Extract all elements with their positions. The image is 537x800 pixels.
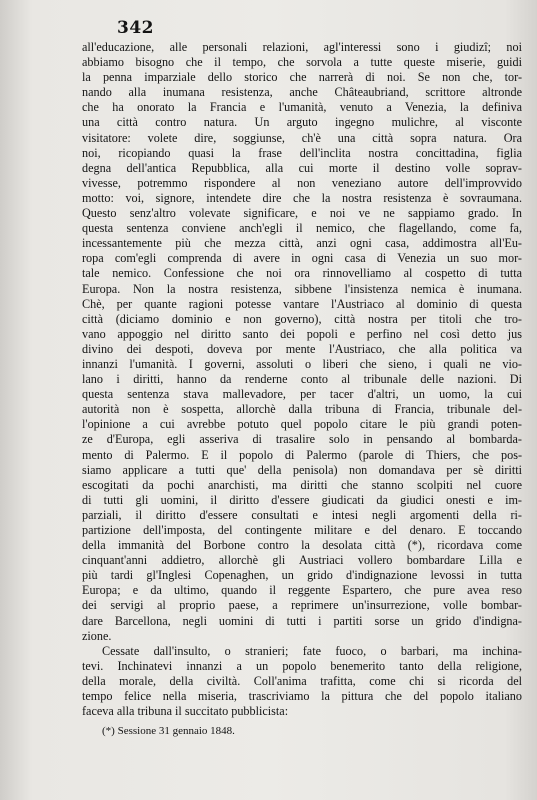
text-line: partizione dell'imposta, del contingente militare e del denaro. E toccando [82, 523, 522, 537]
text-line: incessantemente più che mezza città, anzi ogni casa, addimostra all'Eu- [82, 236, 522, 251]
text-line: Questo senz'altro volevate significare, e noi ve ne sappiamo grado. In [82, 206, 522, 221]
text-line: della immanità del Borbone contro la desolata città (*), ricordava come [82, 538, 522, 553]
text-line: motto: voi, signore, intendete dire che la nostra resistenza è sovraumana. [82, 190, 522, 205]
text-line: tale nemico. Confessione che noi ora rinnovelliamo al cospetto di tutta [82, 266, 522, 281]
text-line: che ha onorato la Francia e l'umanità, venuto a Venezia, la definiva [82, 100, 522, 115]
text-line: della morale, della civiltà. Coll'anima trafitta, come chi si ricorda del [82, 673, 522, 688]
text-line: abbiamo bisogno che il tempo, che sorvola a tutte queste miserie, guidi [82, 55, 522, 70]
footnote: (*) Sessione 31 gennaio 1848. [102, 725, 235, 737]
text-line: innanzi l'umanità. I governi, assoluti o liberi che sieno, i quali ne vio- [82, 356, 522, 371]
text-line: città (diciamo dominio e non governo), città nostra per titoli che tro- [82, 311, 522, 326]
text-line: parziali, il diritto d'essere consultati e intesi negli argomenti della ri- [82, 507, 522, 522]
text-line: cinquant'anni addietro, allorchè gli Austriaci vollero bombardare Lilla e [82, 553, 522, 568]
text-line: degna dell'antica Repubblica, alla cui morte il destino volle soprav- [82, 160, 522, 175]
text-line: visitatore: volete dire, soggiunse, ch'è una città sopra natura. Ora [82, 130, 522, 145]
text-line: escogitati da pochi anarchisti, ma diritti che stanno scolpiti nel cuore [82, 477, 522, 492]
text-line: ze d'Europa, egli asseriva di trasalire solo in pensando al bombarda- [82, 432, 522, 447]
text-line: siamo applicare a tutti que' della penisola) non domandava per sè diritti [82, 462, 522, 477]
text-line: la penna imparziale dello storico che narrerà di noi. Se non che, tor- [82, 70, 522, 85]
text-line: vano appoggio nel diritto santo dei popoli e perfino nel così detto jus [82, 326, 522, 341]
text-line: nando alla inumana resistenza, anche Châteaubriand, scrittore altronde [82, 85, 522, 100]
text-line: questa sentenza conviene anch'egli il nemico, che flagellando, come fa, [82, 221, 522, 236]
text-line: all'educazione, alle personali relazioni, agl'interessi sono i giudizî; noi [82, 40, 522, 54]
body-text [82, 40, 522, 719]
text-line: tevi. Inchinatevi innanzi a un popolo benemerito tanto della religione, [82, 658, 522, 673]
text-line: questa sentenza stava mallevadore, per tacer d'altri, un uomo, la cui [82, 387, 522, 402]
text-line: una città contro natura. Un arguto ingegno mulichre, al visconte [82, 115, 522, 130]
page-number: 342 [117, 18, 154, 38]
text-line: mento di Palermo. E il popolo di Palermo (parole di Thiers, che pos- [82, 447, 522, 462]
text-line: Europa. Non la nostra resistenza, sibbene l'insistenza nemica è inumana. [82, 281, 522, 296]
text-line: noi, ricopiando quasi la frase dell'inclita nostra concittadina, figlia [82, 145, 522, 160]
text-line: lano i diritti, hanno da renderne conto al tribunale delle nazioni. Di [82, 372, 522, 387]
text-line: dei servigi al proprio paese, a reprimere un'insurrezione, volle bombar- [82, 598, 522, 613]
text-line: ropa com'egli comprenda di avere in ogni casa di Venezia un suo mor- [82, 251, 522, 266]
text-line: Europa; e da ultimo, quando il reggente Espartero, che pure avea reso [82, 583, 522, 598]
text-line: vivesse, potremmo rispondere al non veneziano autore dell'improvvido [82, 175, 522, 190]
text-line: dare Barcellona, negli uomini di tutti i partiti sorse un grido d'indigna- [82, 613, 522, 628]
text-line: autorità non è sospetta, allorchè dalla tribuna di Francia, tribunale del- [82, 402, 522, 417]
text-line: zione. [82, 628, 112, 643]
text-line: divino dei despoti, doveva por mente l'Austriaco, che alla politica va [82, 341, 522, 356]
text-line: l'opinione a cui avrebbe potuto quel popolo citare le più grandi poten- [82, 417, 522, 432]
text-line: di tutti gli uomini, il diritto d'essere giudicati da giudici onesti e im- [82, 492, 522, 507]
text-line: Chè, per quante ragioni potesse vantare l'Austriaco al dominio di questa [82, 296, 522, 311]
text-line: più tardi gl'Inglesi Copenaghen, un grido d'indignazione levossi in tutta [82, 568, 522, 583]
text-line: Cessate dall'insulto, o stranieri; fate fuoco, o barbari, ma inchina- [102, 643, 522, 658]
text-line: faceva alla tribuna il succitato pubblicista: [82, 704, 289, 719]
text-line: tempo felice nella miseria, trascriviamo la pittura che del popolo italiano [82, 689, 522, 704]
